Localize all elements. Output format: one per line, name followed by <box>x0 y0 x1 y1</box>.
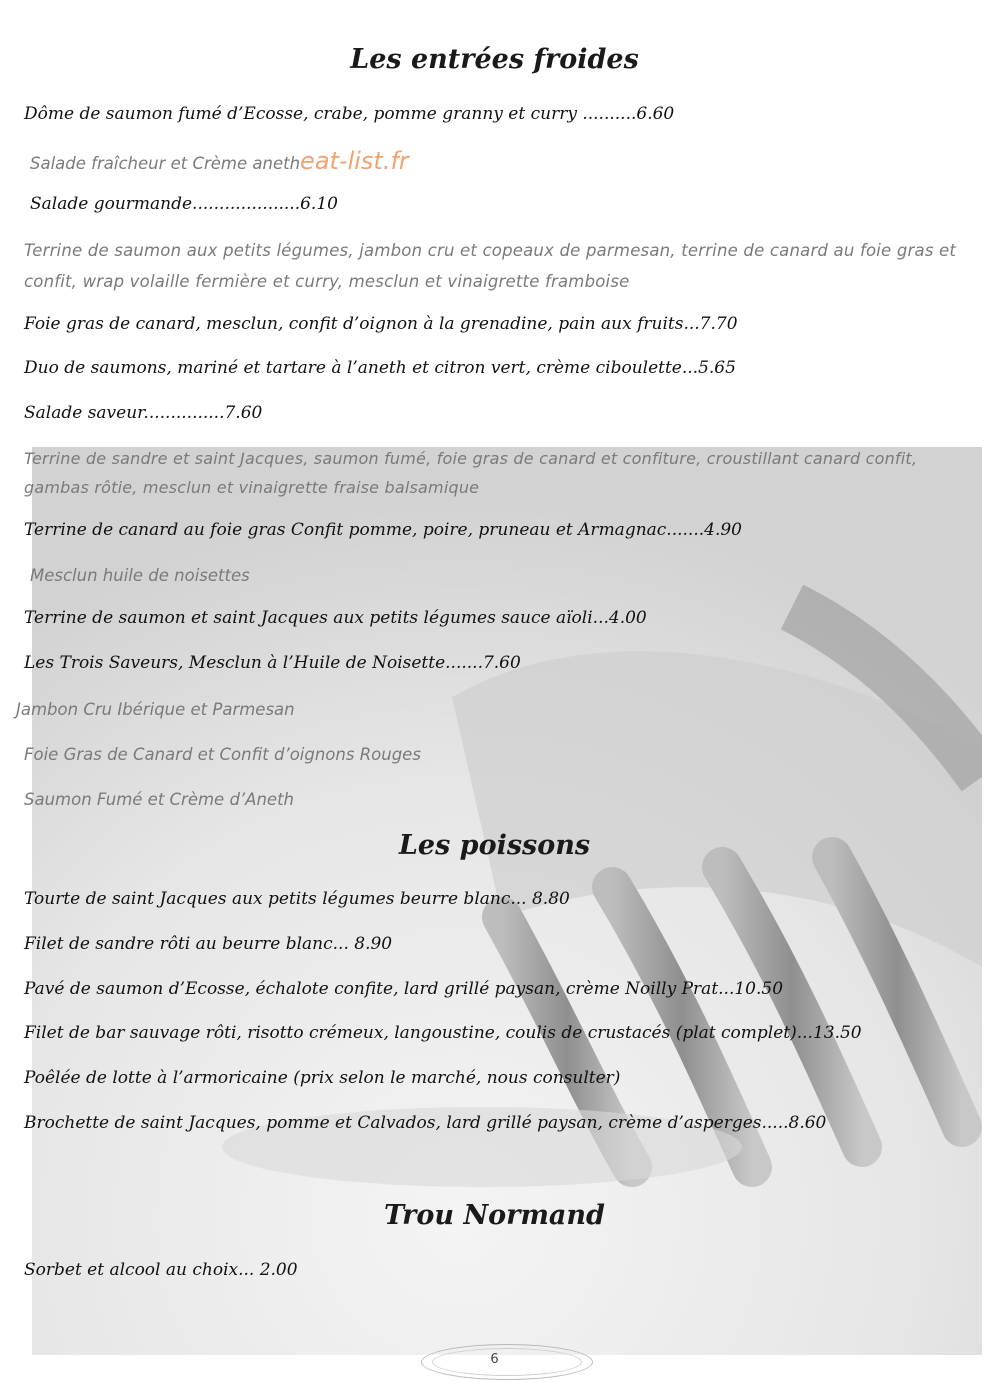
menu-item-detail: Jambon Cru Ibérique et Parmesan <box>16 700 295 719</box>
menu-item: Foie gras de canard, mesclun, confit d’oignon à la grenadine, pain aux fruits...7.70 <box>24 314 738 334</box>
menu-item: Les Trois Saveurs, Mesclun à l’Huile de Noisette.......7.60 <box>24 653 521 673</box>
menu-item-detail: Terrine de sandre et saint Jacques, saumon fumé, foie gras de canard et confiture, croustillant canard confit, gambas rôtie, mesclun et vinaigrette fraise balsamique <box>24 449 918 497</box>
watermark-text: eat-list.fr <box>300 147 409 175</box>
menu-item: Tourte de saint Jacques aux petits légumes beurre blanc... 8.80 <box>24 889 570 909</box>
menu-item: Brochette de saint Jacques, pomme et Calvados, lard grillé paysan, crème d’asperges.....8.60 <box>24 1113 827 1133</box>
menu-item-detail: Terrine de saumon aux petits légumes, jambon cru et copeaux de parmesan, terrine de canard au foie gras et confit, wrap volaille fermière et curry, mesclun et vinaigrette framboise <box>24 241 957 291</box>
menu-item: Duo de saumons, mariné et tartare à l’aneth et citron vert, crème ciboulette...5.65 <box>24 358 736 378</box>
menu-item: Filet de sandre rôti au beurre blanc... 8.90 <box>24 934 393 954</box>
section-title-trou-normand: Trou Normand <box>384 1200 605 1231</box>
menu-item: Filet de bar sauvage rôti, risotto crémeux, langoustine, coulis de crustacés (plat complet)...13.50 <box>24 1023 862 1043</box>
menu-item: Terrine de saumon et saint Jacques aux petits légumes sauce aïoli...4.00 <box>24 608 647 628</box>
page-number: 6 <box>490 1352 499 1367</box>
menu-item: Terrine de canard au foie gras Confit pomme, poire, pruneau et Armagnac.......4.90 <box>24 520 742 540</box>
menu-item-detail: Saumon Fumé et Crème d’Aneth <box>24 790 294 809</box>
menu-item: Pavé de saumon d’Ecosse, échalote confite, lard grillé paysan, crème Noilly Prat...10.50 <box>24 979 784 999</box>
menu-item-detail <box>30 146 409 179</box>
menu-item: Poêlée de lotte à l’armoricaine (prix selon le marché, nous consulter) <box>24 1068 621 1088</box>
menu-item-detail: Mesclun huile de noisettes <box>30 566 250 585</box>
menu-item: Salade saveur...............7.60 <box>24 403 263 423</box>
menu-item: Salade gourmande....................6.10 <box>30 194 338 214</box>
menu-item-detail: Foie Gras de Canard et Confit d’oignons Rouges <box>24 745 421 764</box>
menu-item: Dôme de saumon fumé d’Ecosse, crabe, pomme granny et curry ..........6.60 <box>24 104 675 124</box>
section-title-poissons: Les poissons <box>398 830 591 861</box>
menu-item: Sorbet et alcool au choix... 2.00 <box>24 1260 298 1280</box>
menu-item-detail-text: Salade fraîcheur et Crème aneth <box>30 154 301 173</box>
section-title-entrees: Les entrées froides <box>350 44 639 75</box>
